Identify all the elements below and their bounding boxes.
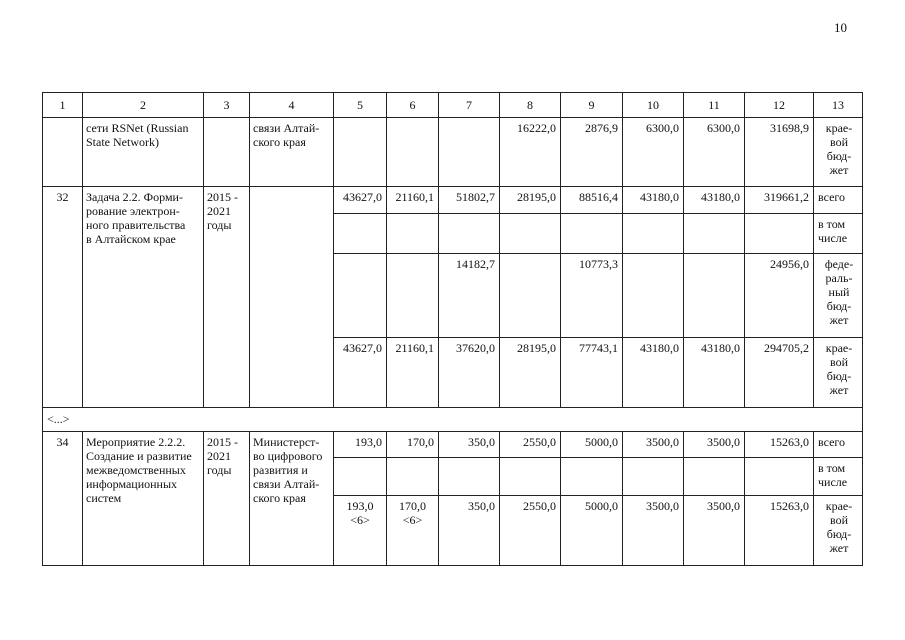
value-cell: 2550,0 bbox=[500, 496, 561, 566]
value-cell bbox=[561, 214, 623, 254]
years-cell: 2015 - 2021 годы bbox=[204, 187, 250, 408]
value-cell bbox=[439, 458, 500, 496]
table-row bbox=[43, 432, 863, 458]
value-cell: 43627,0 bbox=[334, 338, 387, 408]
value-cell: 28195,0 bbox=[500, 338, 561, 408]
table-row bbox=[43, 118, 863, 187]
value-cell: 43180,0 bbox=[684, 187, 745, 214]
column-number-header-row bbox=[43, 93, 863, 118]
value-cell: 294705,2 bbox=[745, 338, 814, 408]
value-cell bbox=[439, 118, 500, 187]
value-cell bbox=[500, 214, 561, 254]
value-cell: 3500,0 bbox=[623, 496, 684, 566]
value-cell bbox=[745, 458, 814, 496]
value-cell: 43180,0 bbox=[623, 187, 684, 214]
header-cell: 12 bbox=[745, 93, 814, 118]
value-cell: 3500,0 bbox=[684, 496, 745, 566]
value-cell bbox=[387, 214, 439, 254]
value-cell: 15263,0 bbox=[745, 432, 814, 458]
years-cell: 2015 - 2021 годы bbox=[204, 432, 250, 566]
funding-source-cell: в том числе bbox=[814, 458, 863, 496]
header-cell: 6 bbox=[387, 93, 439, 118]
value-cell: 37620,0 bbox=[439, 338, 500, 408]
header-cell: 5 bbox=[334, 93, 387, 118]
value-cell: 6300,0 bbox=[684, 118, 745, 187]
header-cell: 3 bbox=[204, 93, 250, 118]
value-cell bbox=[387, 254, 439, 338]
value-cell: 43180,0 bbox=[623, 338, 684, 408]
value-cell: 170,0 bbox=[387, 432, 439, 458]
value-cell: 3500,0 bbox=[684, 432, 745, 458]
value-cell bbox=[387, 458, 439, 496]
executor-cell: связи Алтай- ского края bbox=[250, 118, 334, 187]
value-cell: 28195,0 bbox=[500, 187, 561, 214]
value-cell bbox=[500, 254, 561, 338]
value-cell bbox=[334, 118, 387, 187]
value-cell: 43180,0 bbox=[684, 338, 745, 408]
name-cell: сети RSNet (Russian State Network) bbox=[83, 118, 204, 187]
header-cell: 10 bbox=[623, 93, 684, 118]
header-cell: 9 bbox=[561, 93, 623, 118]
funding-source-cell: всего bbox=[814, 432, 863, 458]
header-cell: 8 bbox=[500, 93, 561, 118]
executor-cell: Министерст- во цифрового развития и связи Алтай- ского края bbox=[250, 432, 334, 566]
row-number-cell: 32 bbox=[43, 187, 83, 408]
value-cell: 77743,1 bbox=[561, 338, 623, 408]
value-cell: 319661,2 bbox=[745, 187, 814, 214]
value-cell: 5000,0 bbox=[561, 496, 623, 566]
value-cell bbox=[684, 254, 745, 338]
page-number: 10 bbox=[834, 20, 847, 35]
header-cell: 2 bbox=[83, 93, 204, 118]
value-cell: 10773,3 bbox=[561, 254, 623, 338]
value-cell: 14182,7 bbox=[439, 254, 500, 338]
value-cell: 5000,0 bbox=[561, 432, 623, 458]
value-cell: 43627,0 bbox=[334, 187, 387, 214]
value-cell: 88516,4 bbox=[561, 187, 623, 214]
value-cell: 170,0 <6> bbox=[387, 496, 439, 566]
value-cell bbox=[623, 254, 684, 338]
name-cell: Задача 2.2. Форми- рование электрон- ного правительства в Алтайском крае bbox=[83, 187, 204, 408]
value-cell bbox=[684, 458, 745, 496]
funding-source-cell: всего bbox=[814, 187, 863, 214]
value-cell bbox=[439, 214, 500, 254]
ellipsis-row bbox=[43, 408, 863, 432]
value-cell: 15263,0 bbox=[745, 496, 814, 566]
value-cell bbox=[561, 458, 623, 496]
value-cell: 31698,9 bbox=[745, 118, 814, 187]
row-number-cell bbox=[43, 118, 83, 187]
value-cell: 3500,0 bbox=[623, 432, 684, 458]
value-cell bbox=[334, 458, 387, 496]
funding-source-cell: феде- раль- ный бюд- жет bbox=[814, 254, 863, 338]
value-cell: 350,0 bbox=[439, 432, 500, 458]
value-cell: 24956,0 bbox=[745, 254, 814, 338]
header-cell: 11 bbox=[684, 93, 745, 118]
name-cell: Мероприятие 2.2.2. Создание и развитие межведомственных информационных систем bbox=[83, 432, 204, 566]
funding-source-cell: крае- вой бюд- жет bbox=[814, 496, 863, 566]
budget-table bbox=[42, 92, 863, 566]
value-cell bbox=[684, 214, 745, 254]
value-cell bbox=[745, 214, 814, 254]
value-cell: 2550,0 bbox=[500, 432, 561, 458]
value-cell: 2876,9 bbox=[561, 118, 623, 187]
header-cell: 13 bbox=[814, 93, 863, 118]
row-number-cell: 34 bbox=[43, 432, 83, 566]
funding-source-cell: в том числе bbox=[814, 214, 863, 254]
table-row bbox=[43, 187, 863, 214]
funding-source-cell: крае- вой бюд- жет bbox=[814, 118, 863, 187]
value-cell bbox=[334, 254, 387, 338]
value-cell: 16222,0 bbox=[500, 118, 561, 187]
value-cell: 21160,1 bbox=[387, 338, 439, 408]
header-cell: 4 bbox=[250, 93, 334, 118]
years-cell bbox=[204, 118, 250, 187]
value-cell bbox=[500, 458, 561, 496]
value-cell: 350,0 bbox=[439, 496, 500, 566]
value-cell: 51802,7 bbox=[439, 187, 500, 214]
header-cell: 1 bbox=[43, 93, 83, 118]
value-cell: 193,0 bbox=[334, 432, 387, 458]
header-cell: 7 bbox=[439, 93, 500, 118]
value-cell bbox=[387, 118, 439, 187]
value-cell bbox=[623, 214, 684, 254]
value-cell bbox=[334, 214, 387, 254]
omitted-rows-marker: <...> bbox=[43, 408, 863, 432]
value-cell: 6300,0 bbox=[623, 118, 684, 187]
value-cell bbox=[623, 458, 684, 496]
value-cell: 193,0 <6> bbox=[334, 496, 387, 566]
executor-cell bbox=[250, 187, 334, 408]
value-cell: 21160,1 bbox=[387, 187, 439, 214]
funding-source-cell: крае- вой бюд- жет bbox=[814, 338, 863, 408]
